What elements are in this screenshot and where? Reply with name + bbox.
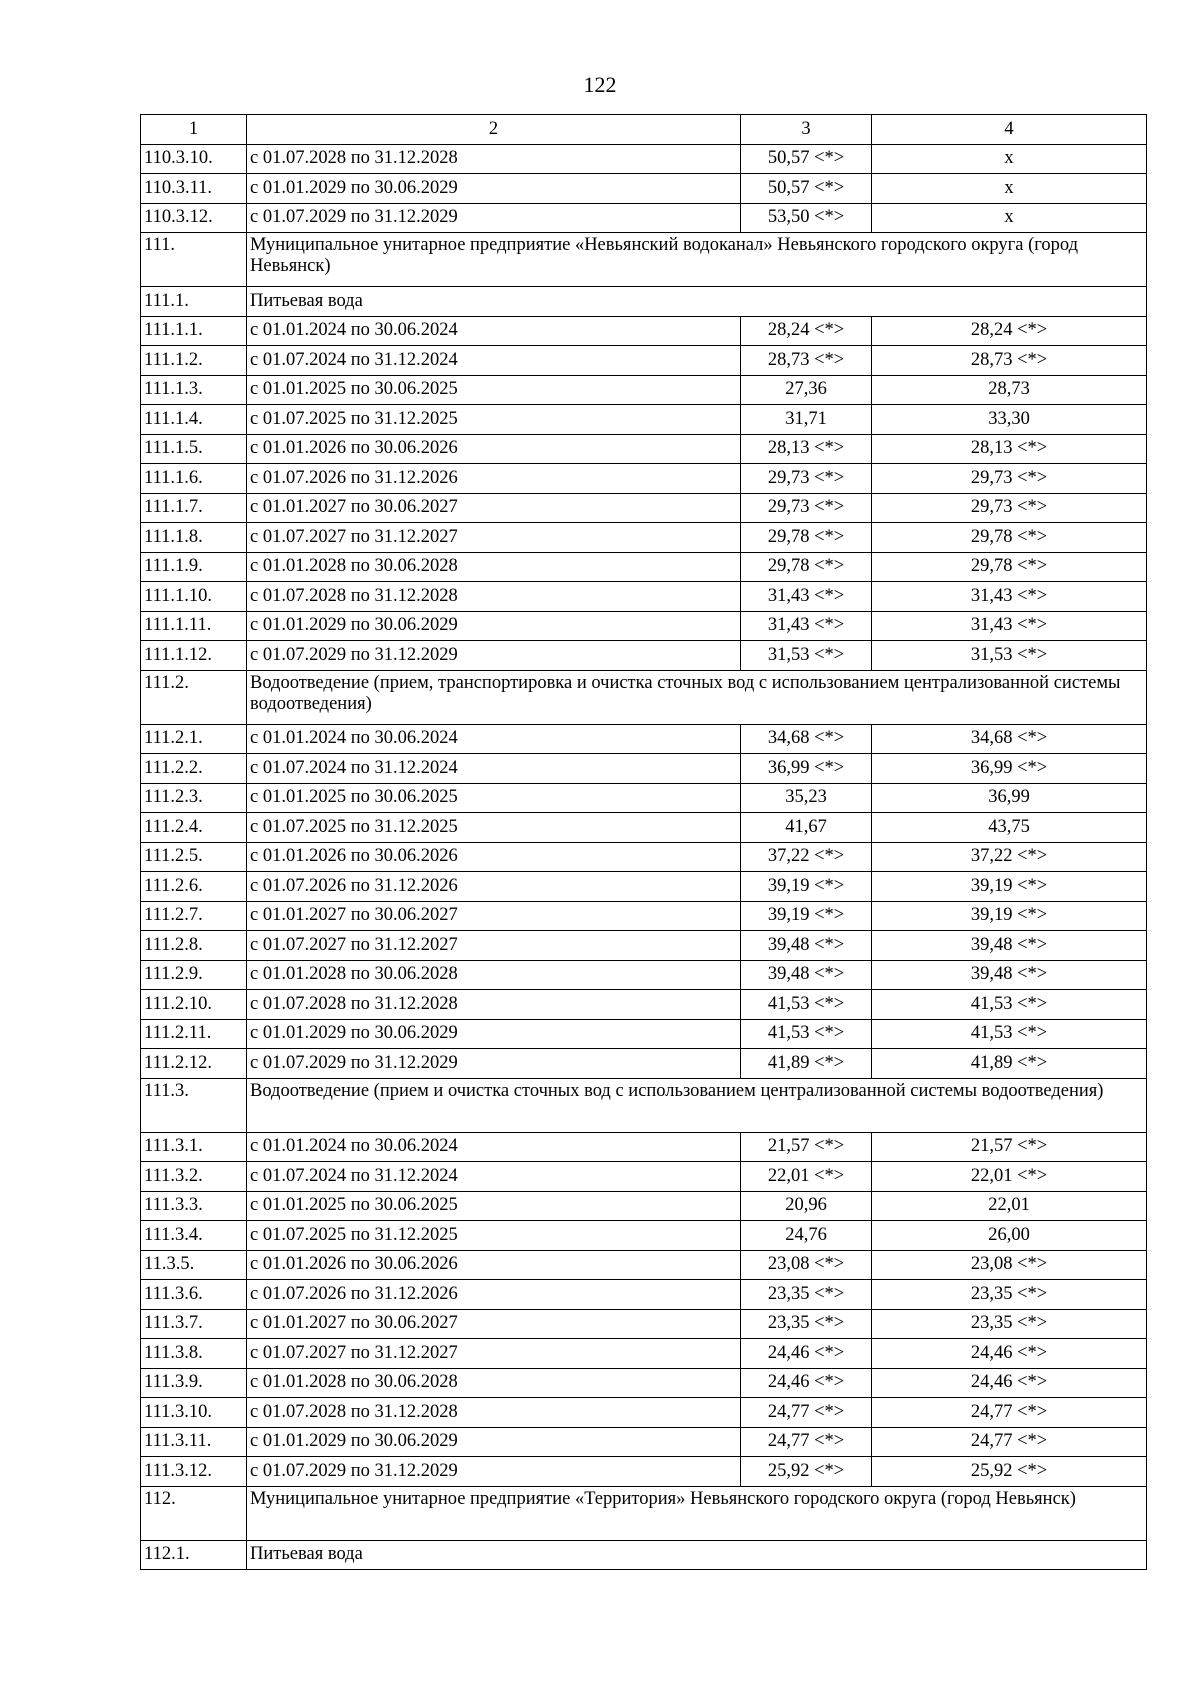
section-title: Муниципальное унитарное предприятие «Территория» Невьянского городского округа (город Невьянск) (247, 1486, 1147, 1540)
tariff-col4-cell: 22,01 <*> (872, 1162, 1147, 1192)
tariff-col3-cell: 24,46 <*> (741, 1368, 872, 1398)
tariff-table (140, 114, 1147, 1570)
period-cell: с 01.01.2024 по 30.06.2024 (247, 1132, 741, 1162)
table-row (141, 842, 1147, 872)
period-cell: с 01.07.2024 по 31.12.2024 (247, 754, 741, 784)
table-row (141, 1221, 1147, 1251)
table-body (141, 115, 1147, 1570)
table-row (141, 724, 1147, 754)
tariff-col3-cell: 50,57 <*> (741, 144, 872, 174)
tariff-col3-cell: 31,53 <*> (741, 641, 872, 671)
period-cell: с 01.07.2024 по 31.12.2024 (247, 346, 741, 376)
section-row (141, 670, 1147, 724)
period-cell: с 01.01.2026 по 30.06.2026 (247, 434, 741, 464)
tariff-col3-cell: 41,89 <*> (741, 1049, 872, 1079)
tariff-col4-cell: 24,46 <*> (872, 1368, 1147, 1398)
tariff-col4-cell: 36,99 <*> (872, 754, 1147, 784)
row-number: 111.3.2. (141, 1162, 247, 1192)
period-cell: с 01.01.2025 по 30.06.2025 (247, 1191, 741, 1221)
table-row (141, 960, 1147, 990)
row-number: 111.1.8. (141, 523, 247, 553)
period-cell: с 01.07.2025 по 31.12.2025 (247, 405, 741, 435)
table-row (141, 375, 1147, 405)
tariff-col3-cell: 20,96 (741, 1191, 872, 1221)
period-cell: с 01.01.2024 по 30.06.2024 (247, 316, 741, 346)
table-row (141, 990, 1147, 1020)
period-cell: с 01.07.2029 по 31.12.2029 (247, 1049, 741, 1079)
tariff-col4-cell: 28,73 (872, 375, 1147, 405)
table-row (141, 1132, 1147, 1162)
tariff-col4-cell: 34,68 <*> (872, 724, 1147, 754)
tariff-col4-cell: 25,92 <*> (872, 1457, 1147, 1487)
table-row (141, 1049, 1147, 1079)
tariff-col3-cell: 39,48 <*> (741, 960, 872, 990)
table-row (141, 783, 1147, 813)
period-cell: с 01.07.2027 по 31.12.2027 (247, 1339, 741, 1369)
tariff-col4-cell: 23,08 <*> (872, 1250, 1147, 1280)
tariff-col4-cell: 24,77 <*> (872, 1427, 1147, 1457)
tariff-col3-cell: 41,53 <*> (741, 1019, 872, 1049)
tariff-col3-cell: 41,53 <*> (741, 990, 872, 1020)
table-row (141, 1019, 1147, 1049)
row-number: 112.1. (141, 1540, 247, 1570)
tariff-col3-cell: 39,48 <*> (741, 931, 872, 961)
tariff-col3-cell: 31,43 <*> (741, 582, 872, 612)
tariff-col3-cell: 22,01 <*> (741, 1162, 872, 1192)
tariff-col4-cell: 31,53 <*> (872, 641, 1147, 671)
period-cell: с 01.07.2029 по 31.12.2029 (247, 203, 741, 233)
tariff-col3-cell: 24,77 <*> (741, 1427, 872, 1457)
page-number: 122 (583, 72, 617, 97)
row-number: 111.3.4. (141, 1221, 247, 1251)
row-number: 111.2.9. (141, 960, 247, 990)
tariff-col3-cell: 28,24 <*> (741, 316, 872, 346)
period-cell: с 01.01.2028 по 30.06.2028 (247, 960, 741, 990)
period-cell: с 01.01.2025 по 30.06.2025 (247, 783, 741, 813)
section-title: Водоотведение (прием и очистка сточных вод с использованием централизованной системы водоотведения) (247, 1078, 1147, 1132)
period-cell: с 01.07.2029 по 31.12.2029 (247, 1457, 741, 1487)
table-row (141, 1250, 1147, 1280)
period-cell: с 01.07.2025 по 31.12.2025 (247, 813, 741, 843)
tariff-col4-cell: 29,78 <*> (872, 523, 1147, 553)
tariff-col4-cell: 28,73 <*> (872, 346, 1147, 376)
row-number: 111.2.4. (141, 813, 247, 843)
row-number: 111.1.2. (141, 346, 247, 376)
tariff-col3-cell: 24,46 <*> (741, 1339, 872, 1369)
row-number: 111.2.2. (141, 754, 247, 784)
table-row (141, 1339, 1147, 1369)
row-number: 111.1.9. (141, 552, 247, 582)
period-cell: с 01.07.2026 по 31.12.2026 (247, 872, 741, 902)
tariff-col3-cell: 23,35 <*> (741, 1280, 872, 1310)
table-row (141, 1280, 1147, 1310)
tariff-col3-cell: 23,08 <*> (741, 1250, 872, 1280)
period-cell: с 01.07.2028 по 31.12.2028 (247, 990, 741, 1020)
row-number: 111.2.12. (141, 1049, 247, 1079)
tariff-col3-cell: 29,78 <*> (741, 552, 872, 582)
table-row (141, 641, 1147, 671)
header-cell-4: 4 (872, 115, 1147, 145)
period-cell: с 01.01.2029 по 30.06.2029 (247, 1427, 741, 1457)
table-row (141, 1368, 1147, 1398)
row-number: 111.2.11. (141, 1019, 247, 1049)
row-number: 111.1.6. (141, 464, 247, 494)
tariff-col4-cell: 31,43 <*> (872, 611, 1147, 641)
tariff-col3-cell: 27,36 (741, 375, 872, 405)
table-row (141, 813, 1147, 843)
tariff-col3-cell: 34,68 <*> (741, 724, 872, 754)
header-row (141, 115, 1147, 145)
section-row (141, 233, 1147, 287)
tariff-col4-cell: 39,48 <*> (872, 931, 1147, 961)
table-row (141, 931, 1147, 961)
row-number: 111.2.5. (141, 842, 247, 872)
tariff-col4-cell: 36,99 (872, 783, 1147, 813)
table-row (141, 1457, 1147, 1487)
row-number: 111.1.4. (141, 405, 247, 435)
tariff-col4-cell: х (872, 174, 1147, 204)
period-cell: с 01.01.2027 по 30.06.2027 (247, 1309, 741, 1339)
period-cell: с 01.01.2029 по 30.06.2029 (247, 174, 741, 204)
section-row (141, 1540, 1147, 1570)
table-row (141, 1427, 1147, 1457)
row-number: 111.3.6. (141, 1280, 247, 1310)
tariff-col3-cell: 23,35 <*> (741, 1309, 872, 1339)
period-cell: с 01.07.2029 по 31.12.2029 (247, 641, 741, 671)
tariff-col3-cell: 50,57 <*> (741, 174, 872, 204)
tariff-col3-cell: 37,22 <*> (741, 842, 872, 872)
table-row (141, 611, 1147, 641)
tariff-col3-cell: 31,71 (741, 405, 872, 435)
tariff-col4-cell: 41,53 <*> (872, 1019, 1147, 1049)
tariff-col4-cell: 33,30 (872, 405, 1147, 435)
tariff-col3-cell: 24,77 <*> (741, 1398, 872, 1428)
tariff-col4-cell: 22,01 (872, 1191, 1147, 1221)
tariff-col4-cell: 26,00 (872, 1221, 1147, 1251)
section-title: Питьевая вода (247, 1540, 1147, 1570)
period-cell: с 01.07.2024 по 31.12.2024 (247, 1162, 741, 1192)
period-cell: с 01.07.2028 по 31.12.2028 (247, 144, 741, 174)
period-cell: с 01.07.2028 по 31.12.2028 (247, 1398, 741, 1428)
tariff-col3-cell: 41,67 (741, 813, 872, 843)
table-row (141, 872, 1147, 902)
tariff-col4-cell: 29,73 <*> (872, 493, 1147, 523)
tariff-col3-cell: 29,73 <*> (741, 464, 872, 494)
section-row (141, 1078, 1147, 1132)
tariff-col4-cell: 31,43 <*> (872, 582, 1147, 612)
row-number: 11.3.5. (141, 1250, 247, 1280)
period-cell: с 01.01.2026 по 30.06.2026 (247, 1250, 741, 1280)
row-number: 111.2.7. (141, 901, 247, 931)
period-cell: с 01.07.2026 по 31.12.2026 (247, 1280, 741, 1310)
row-number: 111.1.3. (141, 375, 247, 405)
table-row (141, 1398, 1147, 1428)
tariff-col4-cell: 23,35 <*> (872, 1309, 1147, 1339)
tariff-col4-cell: 29,78 <*> (872, 552, 1147, 582)
row-number: 111.1.12. (141, 641, 247, 671)
row-number: 111.2. (141, 670, 247, 724)
tariff-col4-cell: х (872, 144, 1147, 174)
tariff-col3-cell: 29,78 <*> (741, 523, 872, 553)
tariff-col4-cell: 39,48 <*> (872, 960, 1147, 990)
table-row (141, 464, 1147, 494)
table-row (141, 754, 1147, 784)
table-row (141, 405, 1147, 435)
row-number: 111.2.10. (141, 990, 247, 1020)
period-cell: с 01.01.2024 по 30.06.2024 (247, 724, 741, 754)
period-cell: с 01.01.2029 по 30.06.2029 (247, 611, 741, 641)
section-row (141, 287, 1147, 317)
row-number: 112. (141, 1486, 247, 1540)
tariff-col3-cell: 53,50 <*> (741, 203, 872, 233)
row-number: 111. (141, 233, 247, 287)
row-number: 111.1.7. (141, 493, 247, 523)
table-row (141, 901, 1147, 931)
row-number: 111.2.6. (141, 872, 247, 902)
tariff-col4-cell: 28,13 <*> (872, 434, 1147, 464)
row-number: 111.1.5. (141, 434, 247, 464)
tariff-col4-cell: 39,19 <*> (872, 901, 1147, 931)
tariff-col4-cell: 41,89 <*> (872, 1049, 1147, 1079)
period-cell: с 01.07.2027 по 31.12.2027 (247, 523, 741, 553)
period-cell: с 01.01.2026 по 30.06.2026 (247, 842, 741, 872)
table-row (141, 346, 1147, 376)
row-number: 111.3.1. (141, 1132, 247, 1162)
row-number: 111.3.3. (141, 1191, 247, 1221)
period-cell: с 01.01.2028 по 30.06.2028 (247, 1368, 741, 1398)
header-cell-2: 2 (247, 115, 741, 145)
row-number: 111.1.1. (141, 316, 247, 346)
period-cell: с 01.07.2025 по 31.12.2025 (247, 1221, 741, 1251)
period-cell: с 01.07.2028 по 31.12.2028 (247, 582, 741, 612)
table-row (141, 1162, 1147, 1192)
tariff-col3-cell: 28,73 <*> (741, 346, 872, 376)
tariff-col3-cell: 36,99 <*> (741, 754, 872, 784)
tariff-col3-cell: 39,19 <*> (741, 872, 872, 902)
tariff-col3-cell: 21,57 <*> (741, 1132, 872, 1162)
row-number: 111.2.1. (141, 724, 247, 754)
section-title: Муниципальное унитарное предприятие «Невьянский водоканал» Невьянского городского округа (город Невьянск) (247, 233, 1147, 287)
row-number: 111.3.10. (141, 1398, 247, 1428)
tariff-col3-cell: 25,92 <*> (741, 1457, 872, 1487)
period-cell: с 01.01.2028 по 30.06.2028 (247, 552, 741, 582)
table-row (141, 552, 1147, 582)
tariff-col4-cell: 41,53 <*> (872, 990, 1147, 1020)
tariff-col4-cell: 21,57 <*> (872, 1132, 1147, 1162)
row-number: 111.3.9. (141, 1368, 247, 1398)
row-number: 110.3.11. (141, 174, 247, 204)
period-cell: с 01.01.2027 по 30.06.2027 (247, 901, 741, 931)
period-cell: с 01.07.2027 по 31.12.2027 (247, 931, 741, 961)
tariff-col4-cell: х (872, 203, 1147, 233)
row-number: 111.1.10. (141, 582, 247, 612)
row-number: 111.2.3. (141, 783, 247, 813)
tariff-col3-cell: 31,43 <*> (741, 611, 872, 641)
table-row (141, 1309, 1147, 1339)
table-row (141, 582, 1147, 612)
tariff-col4-cell: 24,77 <*> (872, 1398, 1147, 1428)
tariff-col4-cell: 29,73 <*> (872, 464, 1147, 494)
table-row (141, 174, 1147, 204)
period-cell: с 01.07.2026 по 31.12.2026 (247, 464, 741, 494)
tariff-col4-cell: 37,22 <*> (872, 842, 1147, 872)
row-number: 111.2.8. (141, 931, 247, 961)
table-row (141, 1191, 1147, 1221)
row-number: 111.3. (141, 1078, 247, 1132)
tariff-col4-cell: 24,46 <*> (872, 1339, 1147, 1369)
header-cell-3: 3 (741, 115, 872, 145)
period-cell: с 01.01.2029 по 30.06.2029 (247, 1019, 741, 1049)
section-title: Водоотведение (прием, транспортировка и очистка сточных вод с использованием централизованной системы водоотведения) (247, 670, 1147, 724)
tariff-col3-cell: 35,23 (741, 783, 872, 813)
table-row (141, 493, 1147, 523)
period-cell: с 01.01.2025 по 30.06.2025 (247, 375, 741, 405)
row-number: 111.3.12. (141, 1457, 247, 1487)
table-row (141, 144, 1147, 174)
header-cell-1: 1 (141, 115, 247, 145)
row-number: 111.1.11. (141, 611, 247, 641)
tariff-col4-cell: 28,24 <*> (872, 316, 1147, 346)
tariff-col3-cell: 28,13 <*> (741, 434, 872, 464)
period-cell: с 01.01.2027 по 30.06.2027 (247, 493, 741, 523)
row-number: 111.3.8. (141, 1339, 247, 1369)
row-number: 110.3.12. (141, 203, 247, 233)
table-row (141, 203, 1147, 233)
tariff-col3-cell: 29,73 <*> (741, 493, 872, 523)
tariff-col4-cell: 43,75 (872, 813, 1147, 843)
tariff-col4-cell: 23,35 <*> (872, 1280, 1147, 1310)
table-row (141, 316, 1147, 346)
section-title: Питьевая вода (247, 287, 1147, 317)
tariff-col3-cell: 39,19 <*> (741, 901, 872, 931)
table-row (141, 523, 1147, 553)
tariff-col4-cell: 39,19 <*> (872, 872, 1147, 902)
tariff-col3-cell: 24,76 (741, 1221, 872, 1251)
row-number: 111.1. (141, 287, 247, 317)
row-number: 111.3.7. (141, 1309, 247, 1339)
row-number: 111.3.11. (141, 1427, 247, 1457)
row-number: 110.3.10. (141, 144, 247, 174)
table-row (141, 434, 1147, 464)
section-row (141, 1486, 1147, 1540)
